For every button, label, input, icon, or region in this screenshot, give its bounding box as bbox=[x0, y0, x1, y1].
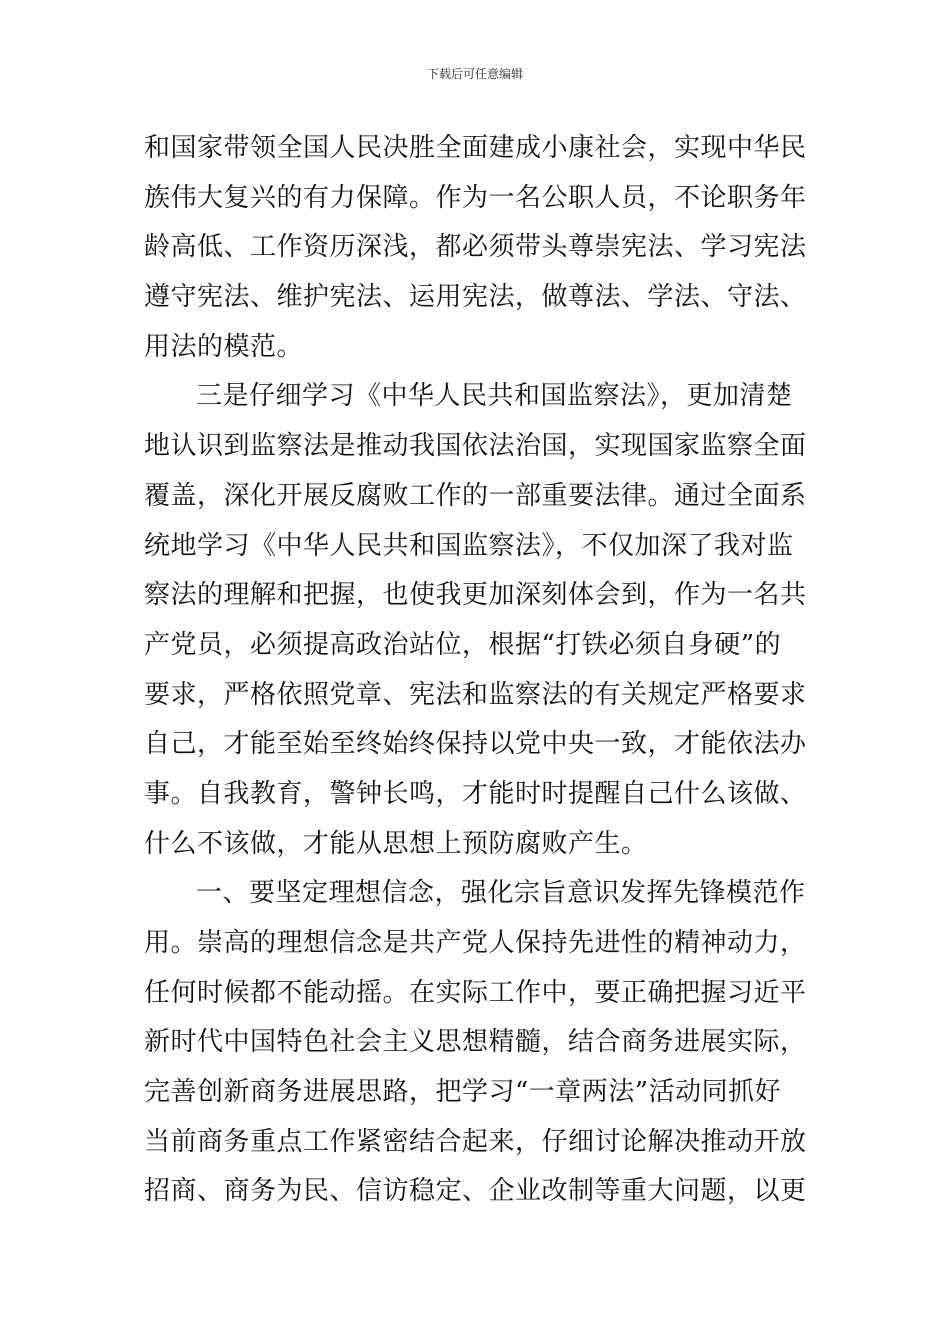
text-line: 三是仔细学习《中华人民共和国监察法》，更加清楚 bbox=[196, 381, 793, 412]
document-body bbox=[144, 124, 808, 1217]
text-line: 遵守宪法、维护宪法、运用宪法，做尊法、学法、守法、 bbox=[144, 282, 807, 313]
text-line: 用。崇高的理想信念是共产党人保持先进性的精神动力， bbox=[144, 928, 807, 958]
text-line: 用法的模范。 bbox=[144, 331, 304, 362]
text-line: 一、要坚定理想信念，强化宗旨意识发挥先锋模范作 bbox=[196, 878, 806, 909]
text-line: 事。自我教育，警钟长鸣，才能时时提醒自己什么该做、 bbox=[144, 778, 807, 809]
text-line: 任何时候都不能动摇。在实际工作中，要正确把握习近平 bbox=[144, 977, 807, 1008]
text-line: 产党员，必须提高政治站位，根据“打铁必须自身硬”的 bbox=[144, 629, 782, 660]
page-header: 下载后可任意编辑 bbox=[426, 67, 523, 81]
text-line: 当前商务重点工作紧密结合起来，仔细讨论解决推动开放 bbox=[144, 1126, 807, 1157]
text-line: 统地学习《中华人民共和国监察法》，不仅加深了我对监 bbox=[144, 530, 794, 561]
text-line: 招商、商务为民、信访稳定、企业改制等重大问题，以更 bbox=[144, 1176, 807, 1207]
text-line: 自己，才能至始至终始终保持以党中央一致，才能依法办 bbox=[144, 729, 807, 760]
text-line: 察法的理解和把握，也使我更加深刻体会到，作为一名共 bbox=[144, 580, 807, 611]
text-line: 地认识到监察法是推动我国依法治国，实现国家监察全面 bbox=[144, 431, 807, 462]
text-line: 要求，严格依照党章、宪法和监察法的有关规定严格要求 bbox=[144, 679, 807, 710]
text-line: 什么不该做，才能从思想上预防腐败产生。 bbox=[144, 828, 648, 859]
text-line: 和国家带领全国人民决胜全面建成小康社会，实现中华民 bbox=[144, 133, 807, 163]
text-line: 族伟大复兴的有力保障。作为一名公职人员，不论职务年 bbox=[144, 182, 807, 213]
text-line: 完善创新商务进展思路，把学习“一章两法”活动同抓好 bbox=[144, 1077, 782, 1108]
text-line: 龄高低、工作资历深浅，都必须带头尊崇宪法、学习宪法 bbox=[144, 232, 807, 263]
text-line: 覆盖，深化开展反腐败工作的一部重要法律。通过全面系 bbox=[144, 480, 807, 511]
text-line: 新时代中国特色社会主义思想精髓，结合商务进展实际， bbox=[144, 1027, 807, 1058]
